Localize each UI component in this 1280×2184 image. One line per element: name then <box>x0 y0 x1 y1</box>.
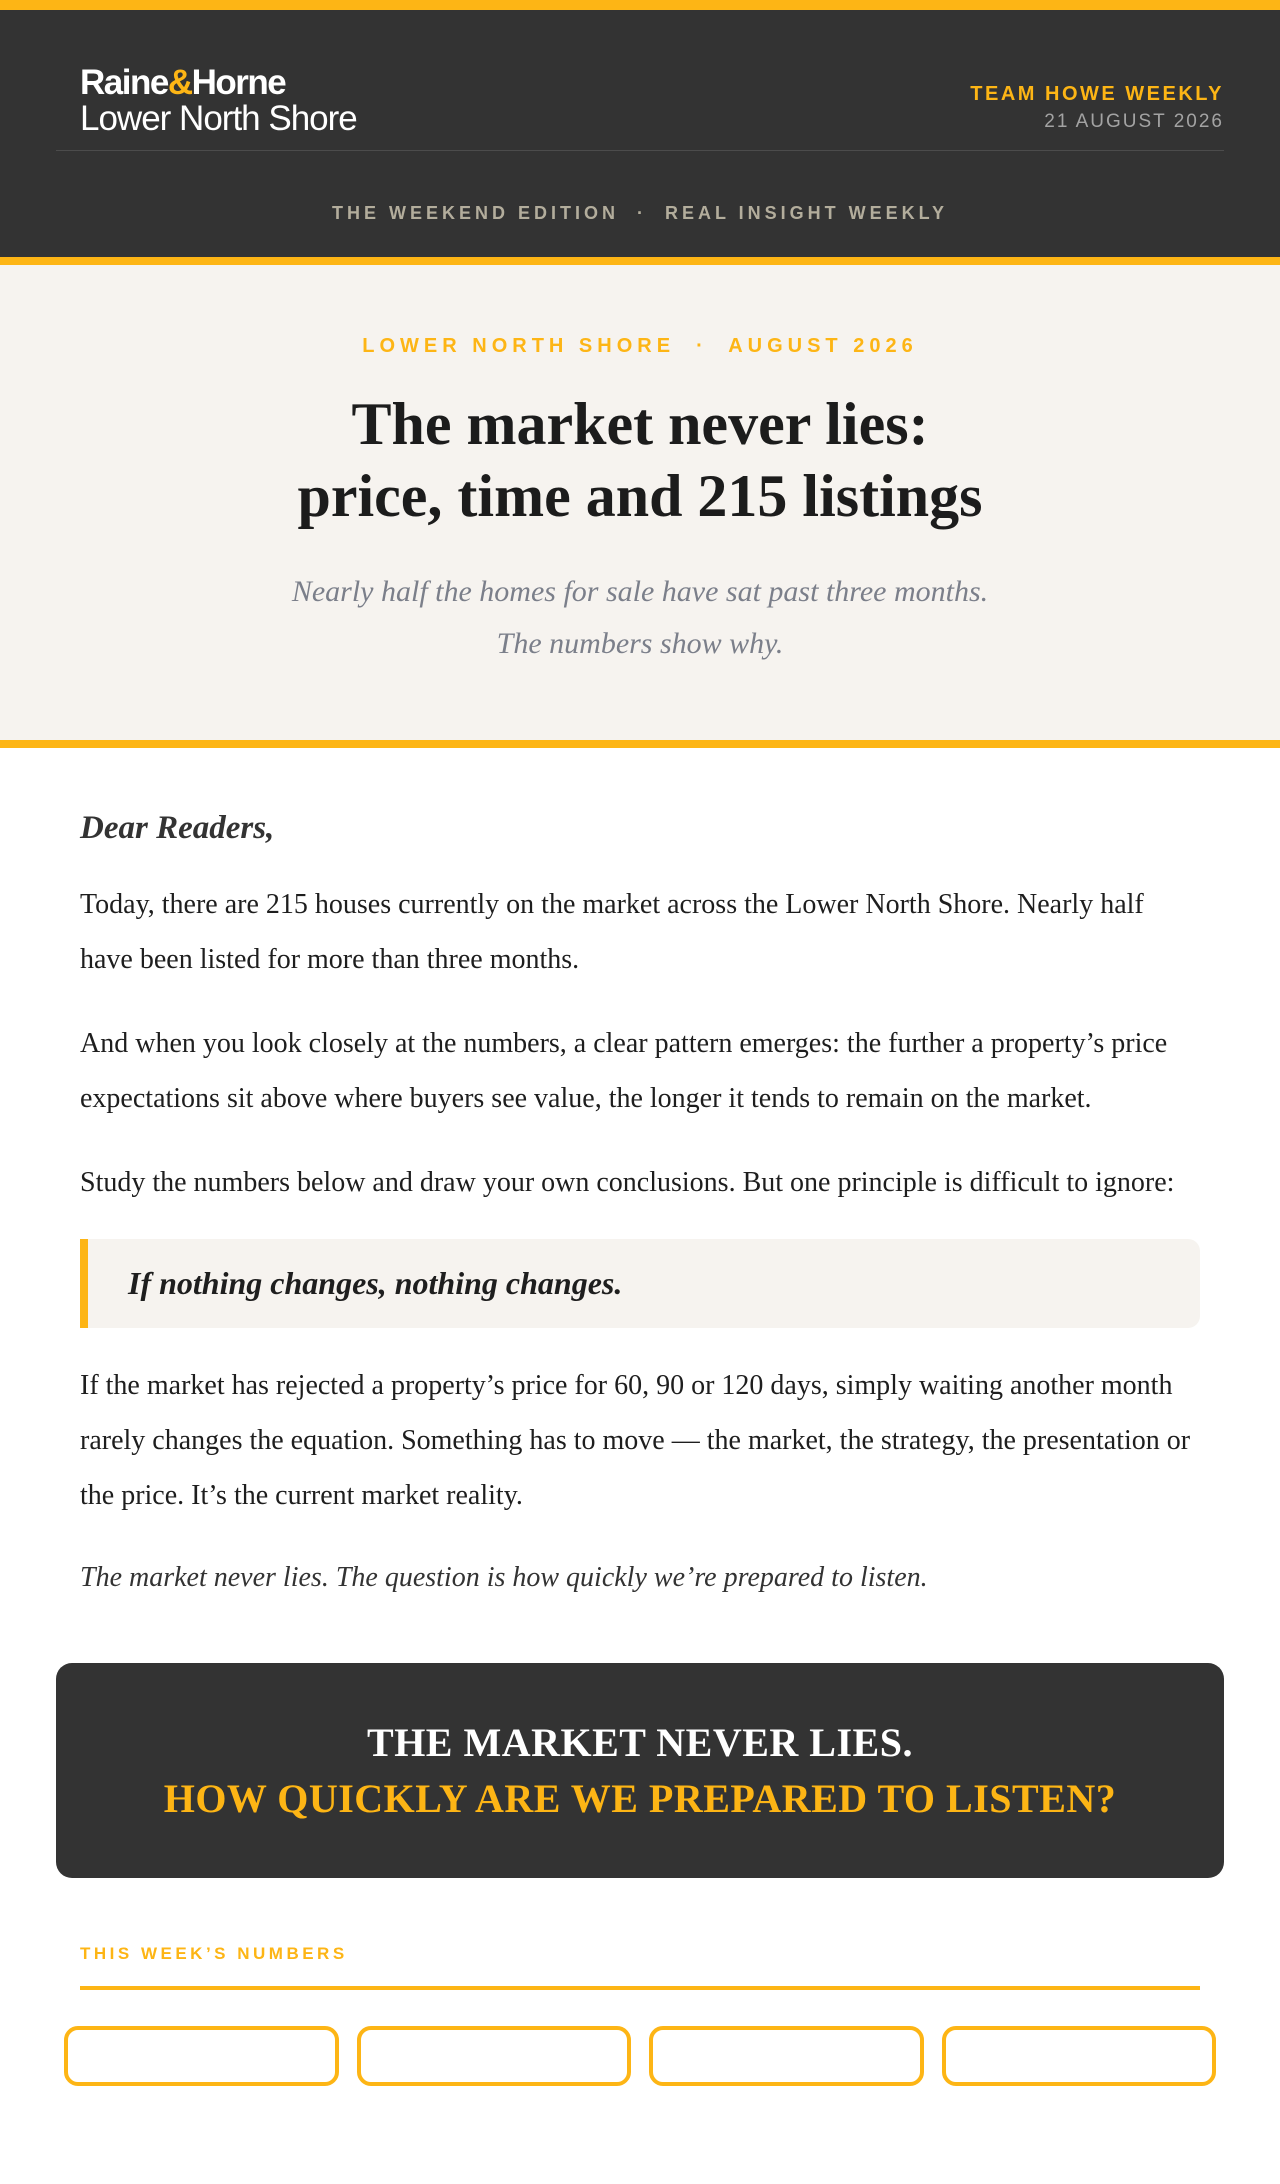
headline-line-1: The market never lies: <box>351 391 929 457</box>
cta-line-2: HOW QUICKLY ARE WE PREPARED TO LISTEN? <box>163 1776 1117 1821</box>
stat-card <box>64 2026 339 2086</box>
pull-quote <box>80 1239 1200 1328</box>
numbers-section <box>0 1878 1280 2086</box>
divider-accent <box>0 257 1280 265</box>
issue-date: 21 AUGUST 2026 <box>1044 111 1224 132</box>
brand-ampersand: & <box>167 63 192 102</box>
divider-accent-2 <box>0 740 1280 748</box>
hero-kicker: LOWER NORTH SHORE · AUGUST 2026 <box>362 335 918 357</box>
closing-line: The market never lies. The question is how quickly we’re prepared to listen. <box>80 1562 928 1593</box>
brand-name-part2: Horne <box>191 63 286 102</box>
brand-logo[interactable] <box>56 65 357 137</box>
paragraph-4: If the market has rejected a property’s price for 60, 90 or 120 days, simply waiting another month rarely changes the equation. Something has to move — the market, the strategy, the presentation or the price. It’s the current market reality. <box>80 1370 1191 1511</box>
brand-name <box>80 65 357 101</box>
greeting: Dear Readers, <box>80 810 275 846</box>
letter-body <box>0 748 1280 1605</box>
issue-info <box>970 65 1224 133</box>
paragraph-1: Today, there are 215 houses currently on the market across the Lower North Shore. Nearly half have been listed for more than three months. <box>80 889 1144 975</box>
stat-card <box>357 2026 632 2086</box>
numbers-heading: THIS WEEK’S NUMBERS <box>80 1944 1200 1990</box>
stat-card <box>942 2026 1217 2086</box>
subhead-line-1: Nearly half the homes for sale have sat past three months. <box>291 575 989 608</box>
brand-region: Lower North Shore <box>80 99 357 138</box>
header-top-row <box>56 10 1224 151</box>
team-label: TEAM HOWE WEEKLY <box>970 83 1224 105</box>
paragraph-2: And when you look closely at the numbers, a clear pattern emerges: the further a property’s price expectations sit above where buyers see value, the longer it tends to remain on the market. <box>80 1028 1168 1114</box>
cta-line-1: THE MARKET NEVER LIES. <box>367 1720 913 1765</box>
subhead-line-2: The numbers show why. <box>496 627 784 660</box>
headline-line-2: price, time and 215 listings <box>297 463 983 529</box>
pull-quote-text: If nothing changes, nothing changes. <box>128 1265 623 1301</box>
hero-section <box>0 265 1280 740</box>
paragraph-3: Study the numbers below and draw your own conclusions. But one principle is difficult to ignore: <box>80 1167 1175 1198</box>
stat-cards <box>64 2026 1216 2086</box>
hero-headline <box>0 388 1280 532</box>
brand-name-part1: Raine <box>80 63 168 102</box>
hero-subhead <box>0 566 1280 670</box>
stat-card <box>649 2026 924 2086</box>
newsletter-header <box>0 10 1280 257</box>
top-accent-bar <box>0 0 1280 10</box>
edition-tagline: THE WEEKEND EDITION · REAL INSIGHT WEEKLY <box>331 203 949 223</box>
cta-banner <box>56 1663 1224 1878</box>
